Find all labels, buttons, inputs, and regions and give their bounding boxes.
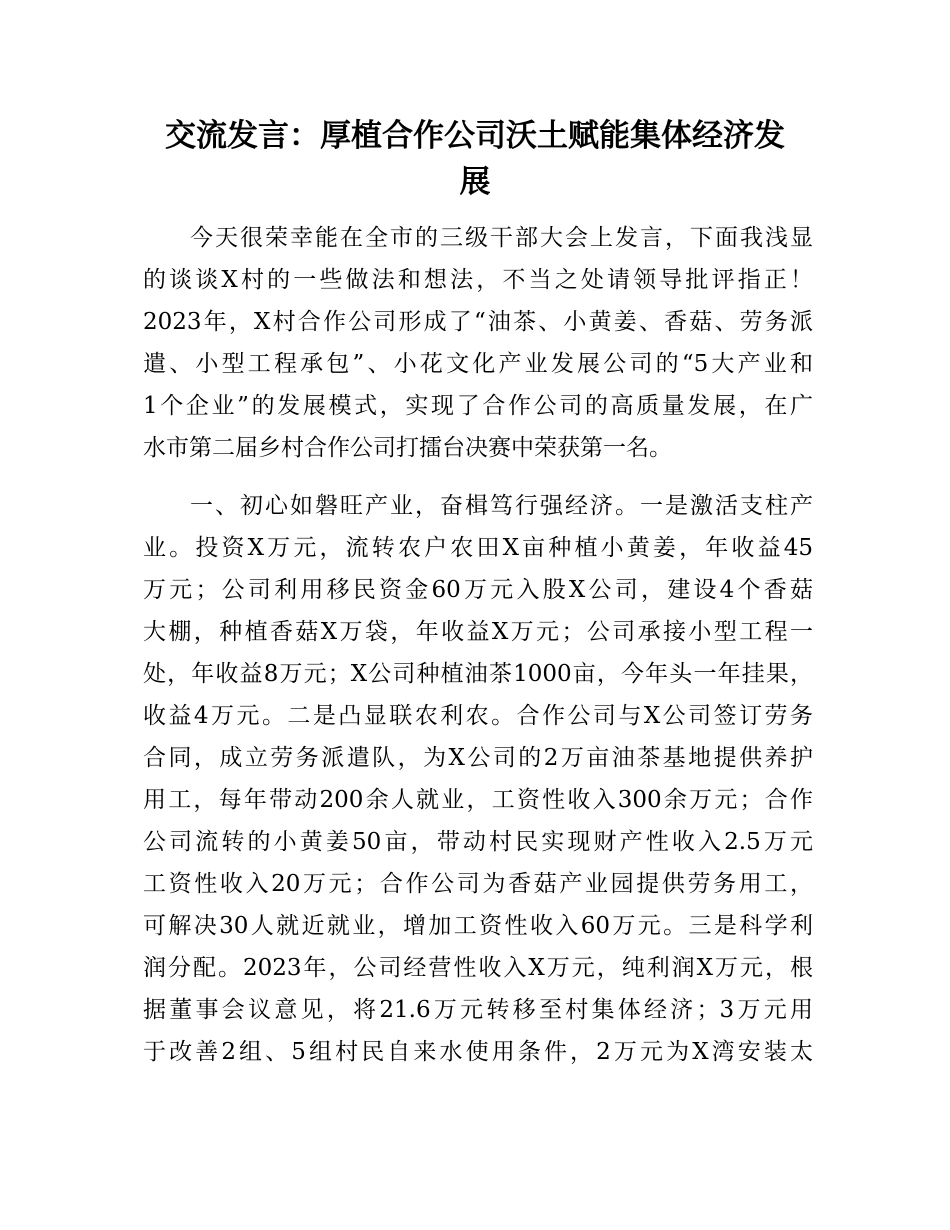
text-line: 于改善2组、5组村民自来水使用条件，2万元为X湾安装太 — [143, 1039, 813, 1065]
text-line: 遣、小型工程承包”、小花文化产业发展公司的“5大产业和 — [143, 351, 813, 377]
text-line: 用工，每年带动200余人就业，工资性收入300余万元；合作 — [143, 787, 813, 813]
text-line: 可解决30人就近就业，增加工资性收入60万元。三是科学利 — [143, 913, 813, 939]
text-line: 收益4万元。二是凸显联农利农。合作公司与X公司签订劳务 — [143, 703, 813, 729]
text-line: 水市第二届乡村合作公司打擂台决赛中荣获第一名。 — [143, 435, 672, 461]
text-line: 1个企业”的发展模式，实现了合作公司的高质量发展，在广 — [143, 393, 813, 419]
text-line: 2023年，X村合作公司形成了“油茶、小黄姜、香菇、劳务派 — [143, 309, 813, 335]
text-line: 业。投资X万元，流转农户农田X亩种植小黄姜，年收益45 — [143, 535, 813, 561]
text-line: 工资性收入20万元；合作公司为香菇产业园提供劳务用工， — [143, 871, 813, 897]
text-line: 今天很荣幸能在全市的三级干部大会上发言，下面我浅显 — [190, 225, 813, 251]
text-line: 处，年收益8万元；X公司种植油茶1000亩，今年头一年挂果， — [143, 661, 813, 687]
document-title — [120, 113, 830, 205]
text-line: 万元；公司利用移民资金60万元入股X公司，建设4个香菇 — [143, 577, 813, 603]
text-line: 公司流转的小黄姜50亩，带动村民实现财产性收入2.5万元 — [143, 829, 813, 855]
text-line: 据董事会议意见，将21.6万元转移至村集体经济；3万元用 — [143, 997, 813, 1023]
text-line: 合同，成立劳务派遣队，为X公司的2万亩油茶基地提供养护 — [143, 745, 813, 771]
text-line: 润分配。2023年，公司经营性收入X万元，纯利润X万元，根 — [143, 955, 813, 981]
text-line: 大棚，种植香菇X万袋，年收益X万元；公司承接小型工程一 — [143, 619, 813, 645]
title-line-1: 交流发言：厚植合作公司沃土赋能集体经济发 — [165, 118, 785, 154]
text-line: 的谈谈X村的一些做法和想法，不当之处请领导批评指正！ — [143, 267, 813, 293]
text-line: 一、初心如磐旺产业，奋楫笃行强经济。一是激活支柱产 — [190, 493, 813, 519]
title-line-2: 展 — [459, 164, 491, 200]
